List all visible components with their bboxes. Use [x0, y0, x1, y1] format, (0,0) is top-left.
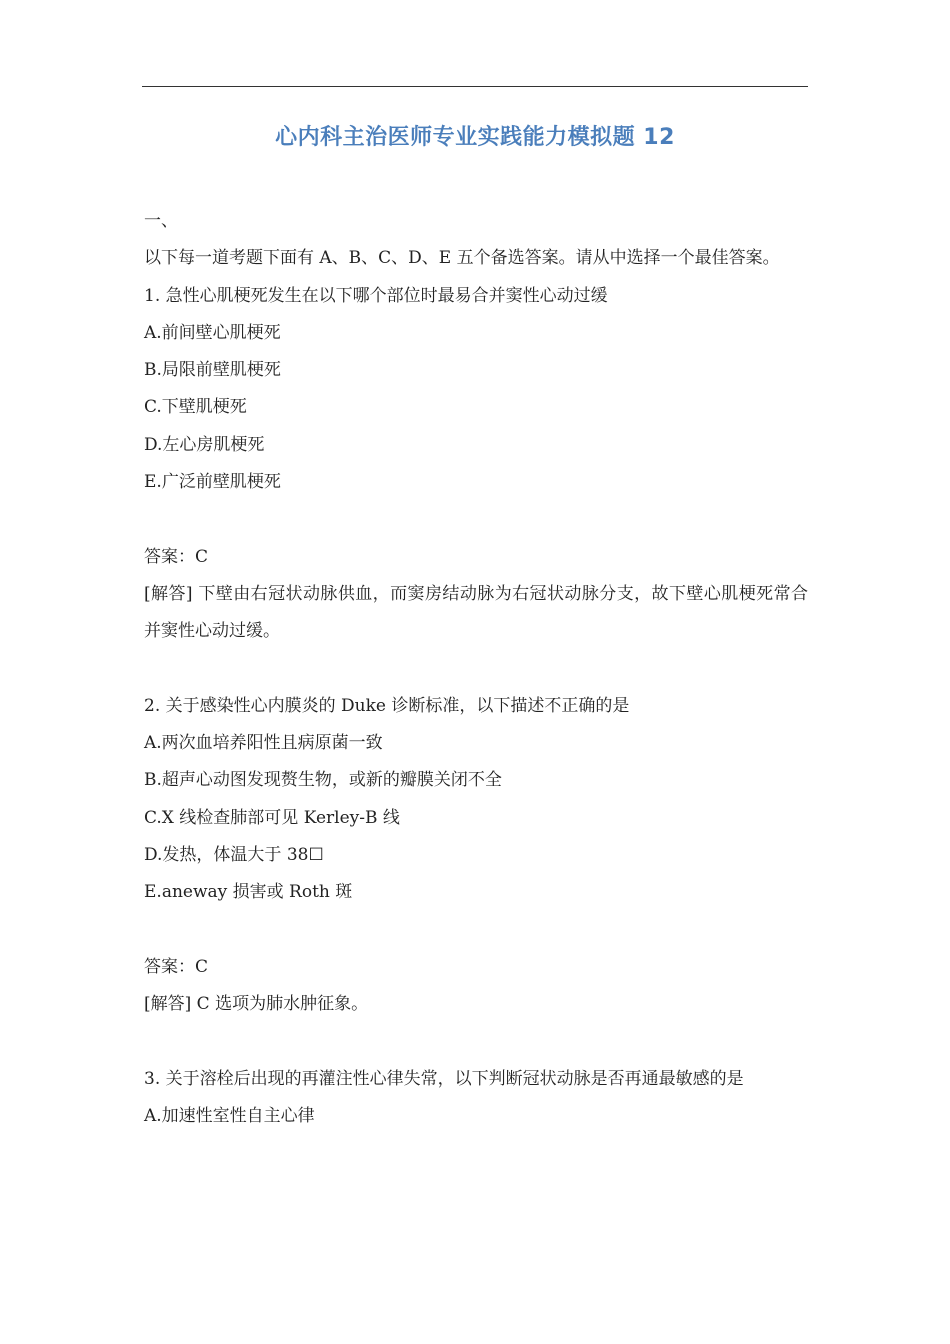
option-a: A.两次血培养阳性且病原菌一致: [144, 733, 383, 754]
answer: 答案：C: [144, 956, 209, 977]
question-stem: 3. 关于溶栓后出现的再灌注性心律失常，以下判断冠状动脉是否再通最敏感的是: [144, 1068, 744, 1089]
question-1: [144, 278, 808, 688]
spacer: [144, 1024, 808, 1061]
document-title: 心内科主治医师专业实践能力模拟题 12: [275, 125, 675, 150]
option-e: E.广泛前壁肌梗死: [144, 472, 281, 493]
explanation: [解答] C 选项为肺水肿征象。: [144, 994, 369, 1015]
answer: 答案：C: [144, 546, 209, 567]
option-d: D.左心房肌梗死: [144, 434, 265, 455]
question-2: [144, 688, 808, 1061]
header-rule: [142, 86, 808, 87]
question-3: [144, 1061, 808, 1136]
option-d: D.发热，体温大于 38☐: [144, 845, 324, 866]
explanation: [解答] 下壁由右冠状动脉供血，而窦房结动脉为右冠状动脉分支，故下壁心肌梗死常合并窦性心动过缓。: [144, 583, 808, 642]
option-b: B.超声心动图发现赘生物，或新的瓣膜关闭不全: [144, 770, 502, 791]
option-a: A.加速性室性自主心律: [144, 1106, 315, 1127]
option-c: C.下壁肌梗死: [144, 397, 247, 418]
spacer: [144, 912, 808, 949]
option-e: E.aneway 损害或 Roth 斑: [144, 882, 353, 903]
option-b: B.局限前壁肌梗死: [144, 360, 281, 381]
instructions: 以下每一道考题下面有 A、B、C、D、E 五个备选答案。请从中选择一个最佳答案。: [144, 248, 780, 269]
spacer: [144, 501, 808, 538]
option-a: A.前间壁心肌梗死: [144, 322, 281, 343]
spacer: [144, 651, 808, 688]
section-heading: 一、: [144, 211, 178, 231]
document-body: [144, 203, 808, 1135]
option-c: C.X 线检查肺部可见 Kerley-B 线: [144, 807, 400, 828]
question-stem: 2. 关于感染性心内膜炎的 Duke 诊断标准，以下描述不正确的是: [144, 695, 630, 716]
question-stem: 1. 急性心肌梗死发生在以下哪个部位时最易合并窦性心动过缓: [144, 285, 608, 306]
